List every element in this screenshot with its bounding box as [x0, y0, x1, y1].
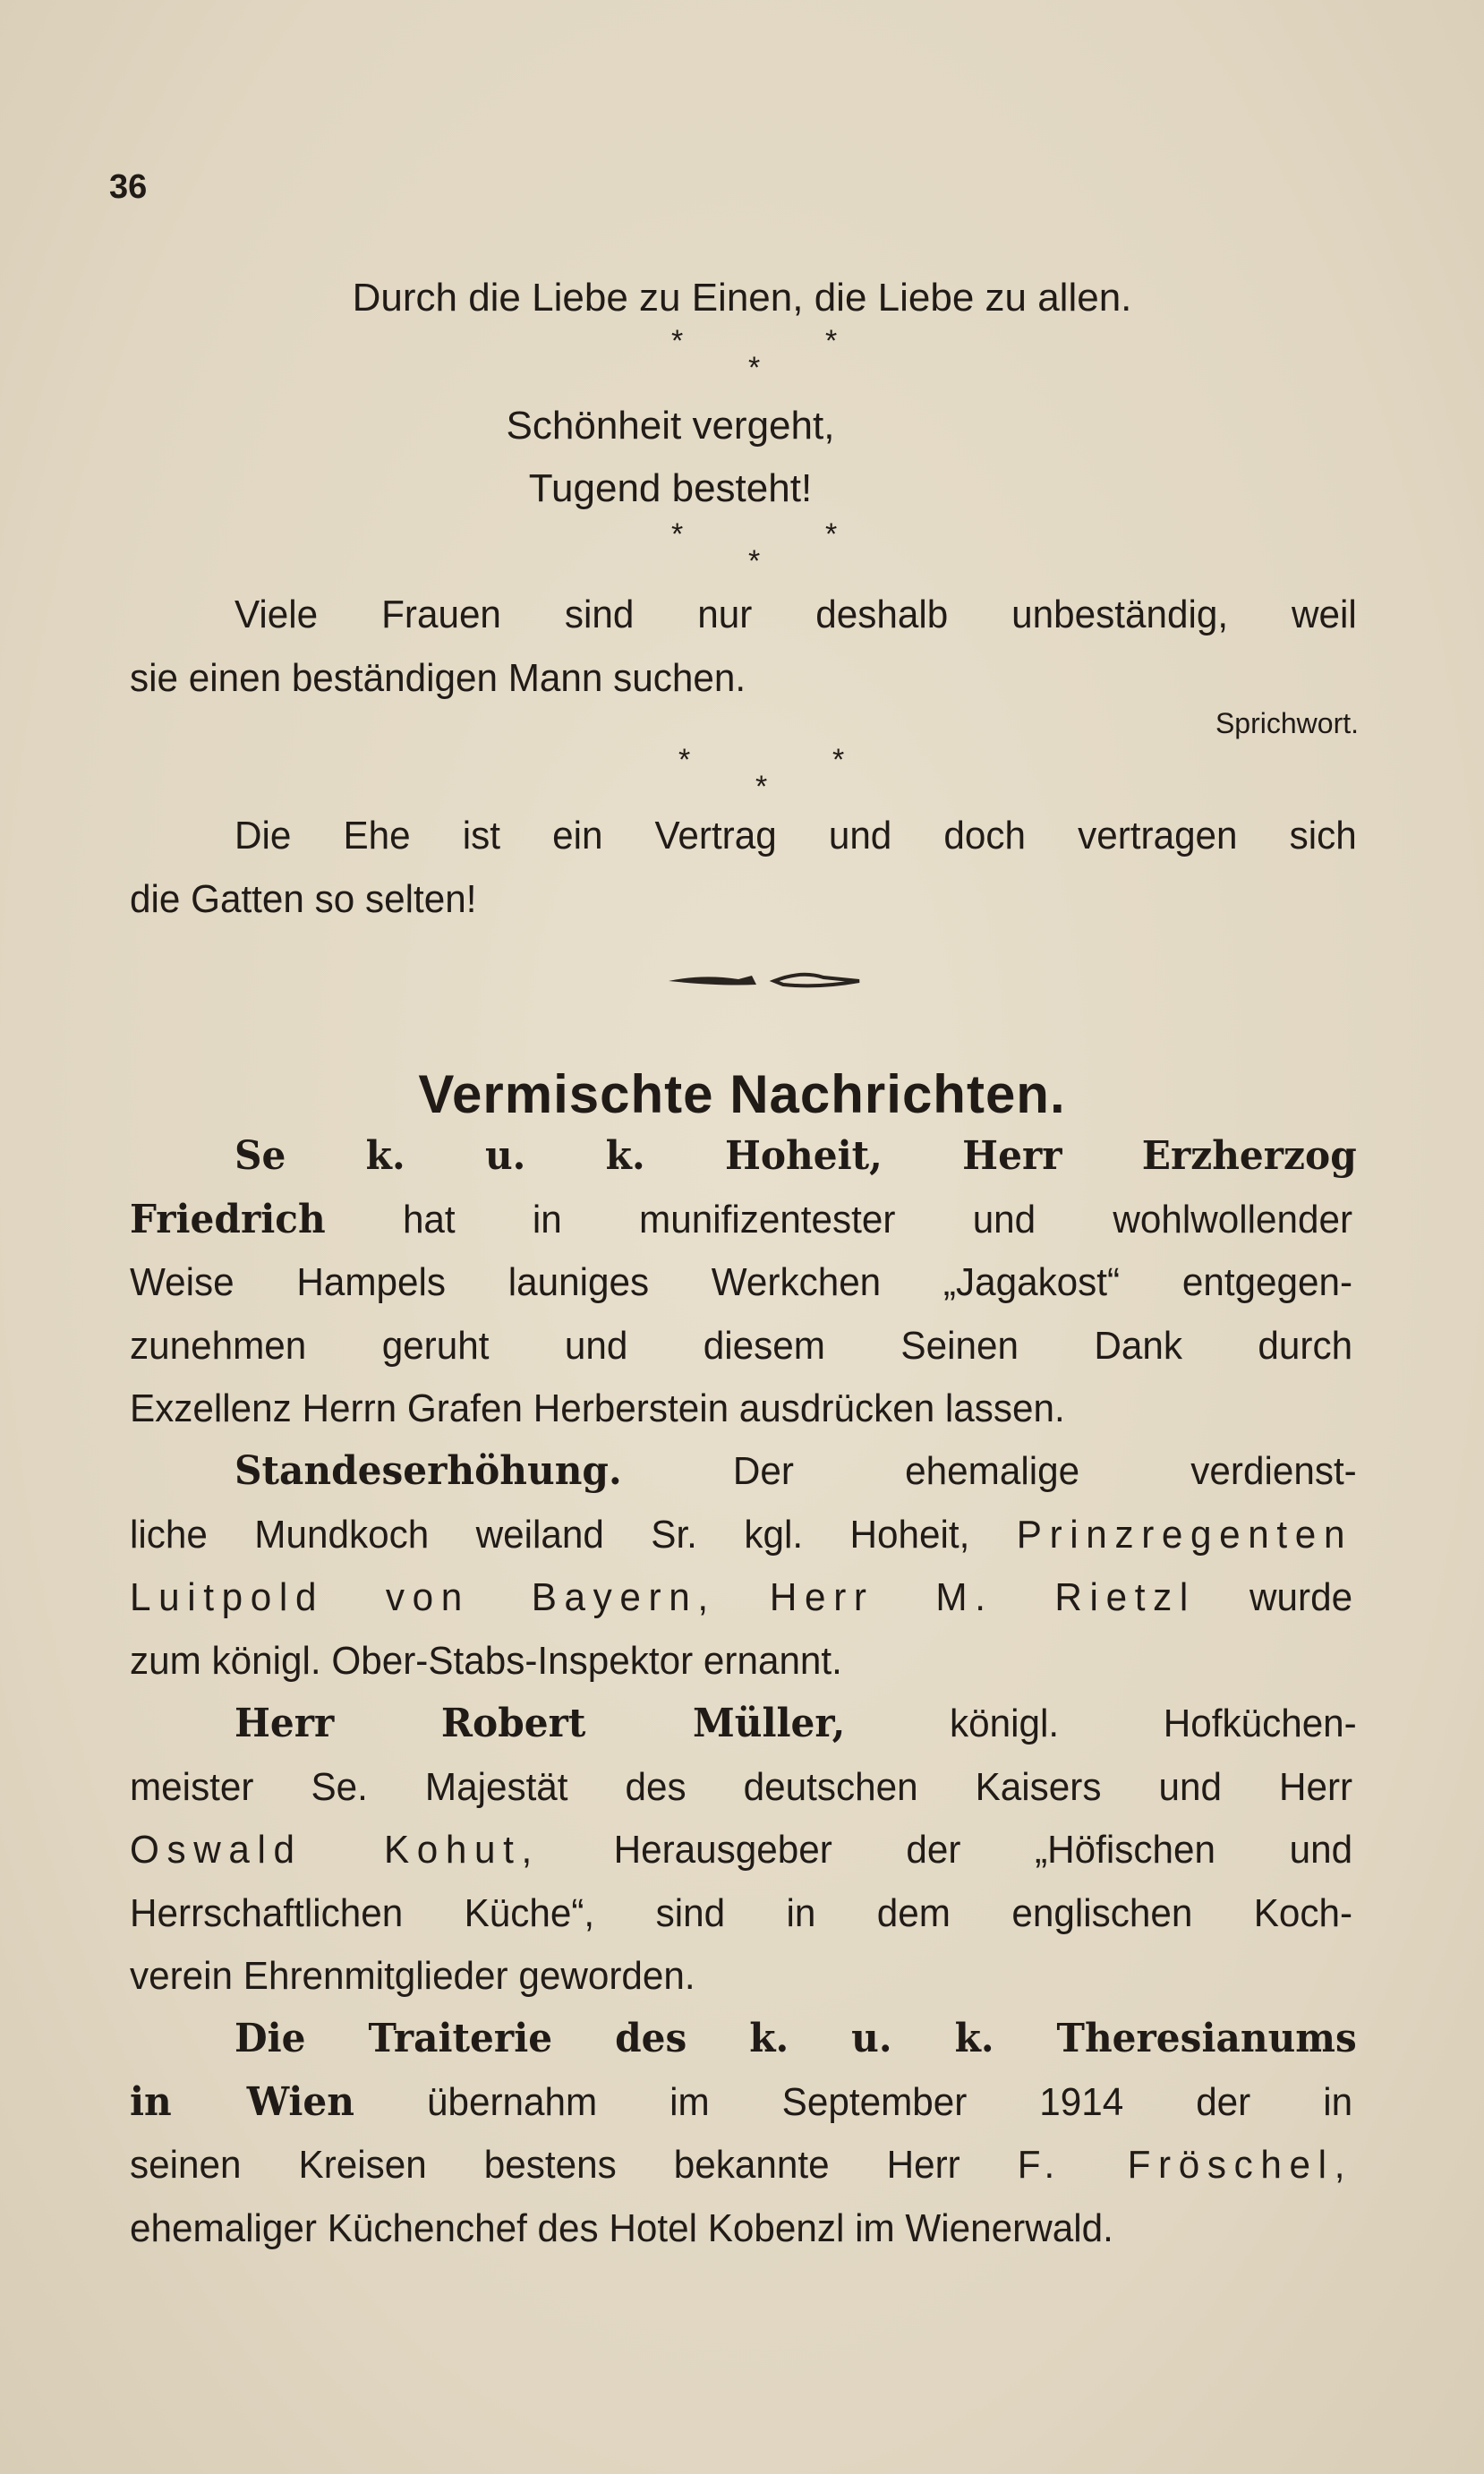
star-ornament: *	[825, 324, 838, 358]
news-item-line	[130, 1195, 1352, 1245]
news-item-line	[235, 1699, 1357, 1749]
text-segment: hat in munifizentester und wohlwollender	[325, 1197, 1353, 1241]
bold-lead-text: Standeserhöhung.	[235, 1448, 622, 1494]
star-ornament: *	[825, 517, 838, 551]
text-segment: übernahm im September 1914 der in	[354, 2079, 1353, 2124]
news-item-line	[130, 1951, 1352, 2001]
bold-lead-text: Herr Robert Müller,	[235, 1701, 846, 1746]
text-segment: Exzellenz Herrn Grafen Herberstein ausdrücken lassen.	[130, 1386, 1065, 1430]
text-segment: Herausgeber der „Höfischen und	[539, 1828, 1353, 1872]
news-item-line	[130, 1321, 1352, 1371]
text-segment: Herrschaftlichen Küche“, sind in dem englischen Koch-	[130, 1890, 1353, 1935]
news-item-line	[130, 1825, 1352, 1875]
text-segment: sie einen beständigen Mann suchen.	[130, 655, 746, 700]
spaced-text: Oswald Kohut,	[130, 1828, 540, 1872]
divider-ornament-icon	[667, 967, 864, 994]
star-ornament: *	[832, 743, 845, 777]
news-item-line	[130, 1510, 1352, 1560]
star-ornament: *	[678, 743, 691, 777]
text-segment: die Gatten so selten!	[130, 876, 477, 921]
star-ornament: *	[748, 351, 761, 385]
text-segment: Weise Hampels launiges Werkchen „Jagakost“ entgegen-	[130, 1260, 1353, 1304]
news-item-line	[235, 1131, 1357, 1182]
bold-lead-text: in Wien	[130, 2078, 355, 2125]
aphorism-4-line	[235, 811, 1357, 861]
spaced-text: Prinzregenten	[1016, 1512, 1353, 1557]
news-item-line	[130, 1384, 1352, 1434]
spaced-text: Luitpold von Bayern,	[130, 1575, 716, 1619]
news-item-line	[235, 1446, 1357, 1497]
aphorism-2-line: Tugend besteht!	[528, 466, 813, 510]
text-segment: seinen Kreisen bestens bekannte Herr	[130, 2143, 1018, 2187]
news-item-line	[130, 1258, 1352, 1308]
star-ornament: *	[671, 324, 684, 358]
aphorism-1-line: Durch die Liebe zu Einen, die Liebe zu allen.	[352, 276, 1132, 320]
spaced-text: Herr M. Rietzl	[769, 1575, 1196, 1619]
text-segment	[716, 1575, 770, 1619]
star-ornament: *	[755, 770, 768, 804]
text-segment: liche Mundkoch weiland Sr. kgl. Hoheit,	[130, 1512, 1017, 1557]
text-segment: zunehmen geruht und diesem Seinen Dank durch	[130, 1323, 1353, 1368]
page-number: 36	[109, 168, 148, 206]
aphorism-3-line	[235, 590, 1357, 640]
news-item-line	[130, 1573, 1352, 1623]
text-segment: ehemaliger Küchenchef des Hotel Kobenzl im Wienerwald.	[130, 2205, 1113, 2250]
spaced-text: F. Fröschel,	[1017, 2143, 1353, 2187]
news-item-line	[235, 2014, 1357, 2064]
bold-lead-text: Friedrich	[130, 1196, 326, 1242]
text-segment: verein Ehrenmitglieder geworden.	[130, 1954, 695, 1998]
news-item-line	[130, 2204, 1352, 2254]
news-item-line	[130, 2140, 1352, 2190]
text-segment: königl. Hofküchen-	[845, 1702, 1357, 1745]
news-item-line	[130, 1762, 1352, 1813]
news-item-line	[130, 1636, 1352, 1686]
news-item-line	[130, 2077, 1352, 2128]
text-segment: wurde	[1195, 1575, 1353, 1619]
star-ornament: *	[748, 544, 761, 578]
aphorism-4-line	[130, 874, 1352, 925]
aphorism-source: Sprichwort.	[1215, 707, 1359, 739]
text-segment: meister Se. Majestät des deutschen Kaisers und Herr	[130, 1764, 1353, 1809]
text-segment: zum königl. Ober-Stabs-Inspektor ernannt.	[130, 1638, 842, 1683]
bold-lead-text: Se k. u. k. Hoheit, Herr Erzherzog	[235, 1133, 1357, 1179]
aphorism-3-line	[130, 653, 1352, 704]
text-segment: Viele Frauen sind nur deshalb unbeständig, weil	[235, 593, 1357, 636]
news-item-line	[130, 1889, 1352, 1939]
aphorism-2-line: Schönheit vergeht,	[506, 404, 835, 448]
bold-lead-text: Die Traiterie des k. u. k. Theresianums	[235, 2016, 1357, 2061]
text-segment: Die Ehe ist ein Vertrag und doch vertragen sich	[235, 814, 1357, 857]
section-heading: Vermischte Nachrichten.	[418, 1064, 1066, 1124]
star-ornament: *	[671, 517, 684, 551]
text-segment: Der ehemalige verdienst-	[621, 1449, 1357, 1493]
